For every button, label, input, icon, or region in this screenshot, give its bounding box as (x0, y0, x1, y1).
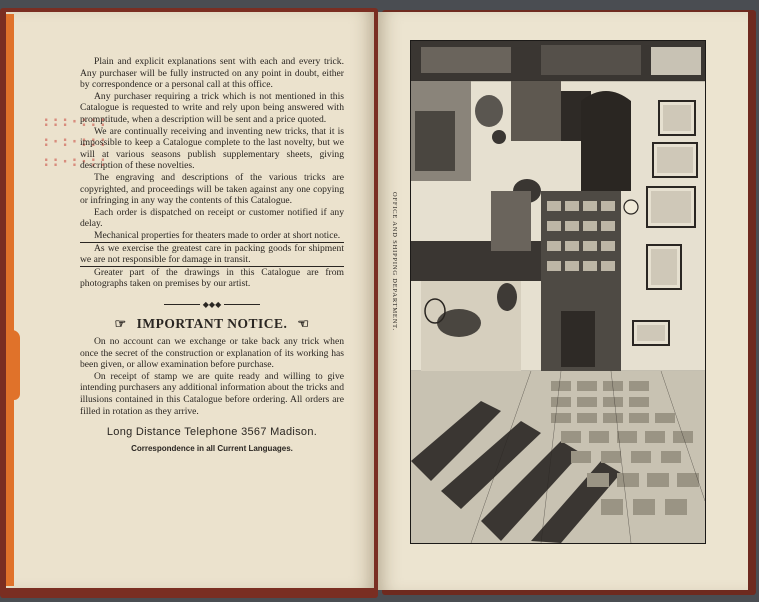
pointing-hand-left-icon: ☜ (297, 316, 310, 332)
ornament-rule-right (224, 304, 260, 305)
paragraph-5: Each order is dispatched on receipt or customer notified if any delay. (80, 206, 344, 230)
paragraph-2: Any purchaser requiring a trick which is not mentioned in this Catalogue is requested to write and rely upon being answered with promptitude, when a description will be sent and a price quoted. (80, 90, 344, 125)
notice-paragraph-1: On no account can we exchange or take back any trick when once the secret of the construction or explanation of its working has been given, or allow examination before purchase. (80, 336, 344, 371)
paragraph-6: Mechanical properties for theaters made to order at short notice. (94, 229, 341, 241)
paragraph-3: We are continually receiving and inventing new tricks, that it is impossible to keep a Catalogue complete to the last novelty, but we will at various seasons publish supplementary sheets, giving description of these novelties. (80, 125, 344, 172)
page-edge-tear (6, 330, 20, 400)
shipping-department-engraving (410, 40, 706, 544)
highlight-paragraph: As we exercise the greatest care in packing goods for shipment we are not responsible for damage in transit. (80, 242, 344, 266)
page-edge-stain (6, 14, 14, 586)
notice-heading (80, 318, 344, 330)
paragraph-last: Greater part of the drawings in this Catalogue are from photographs taken on premises by our artist. (80, 266, 344, 290)
illustration-caption: OFFICE AND SHIPPING DEPARTMENT. (391, 192, 398, 331)
pointing-hand-right-icon: ☞ (114, 316, 127, 332)
perforation-stamp: :::·::: :·:·::: ::·:·:: (42, 114, 109, 170)
telephone-line: Long Distance Telephone 3567 Madison. (106, 426, 318, 439)
paragraph-1: Plain and explicit explanations sent with each and every trick. Any purchaser will be fully instructed on any point in doubt, either by correspondence or a personal call at this office. (80, 56, 344, 91)
ornament-icon: ◆◆◆ (202, 299, 222, 309)
catalogue-text (80, 56, 344, 454)
notice-paragraph-2: On receipt of stamp we are quite ready and willing to give intending purchasers any additional information about the tricks and illusions contained in this Catalogue before ordering. All orders are filled in rotation as they arrive. (80, 370, 344, 417)
ornament-rule-left (164, 304, 200, 305)
ornament-divider (80, 299, 344, 311)
notice-title: IMPORTANT NOTICE. (136, 316, 288, 332)
correspondence-line: Correspondence in all Current Languages. (131, 443, 293, 453)
paragraph-4: The engraving and descriptions of the various tricks are copyrighted, and proceedings will be taken against any one copying or infringing in any way the contents of this Catalogue. (80, 171, 344, 207)
